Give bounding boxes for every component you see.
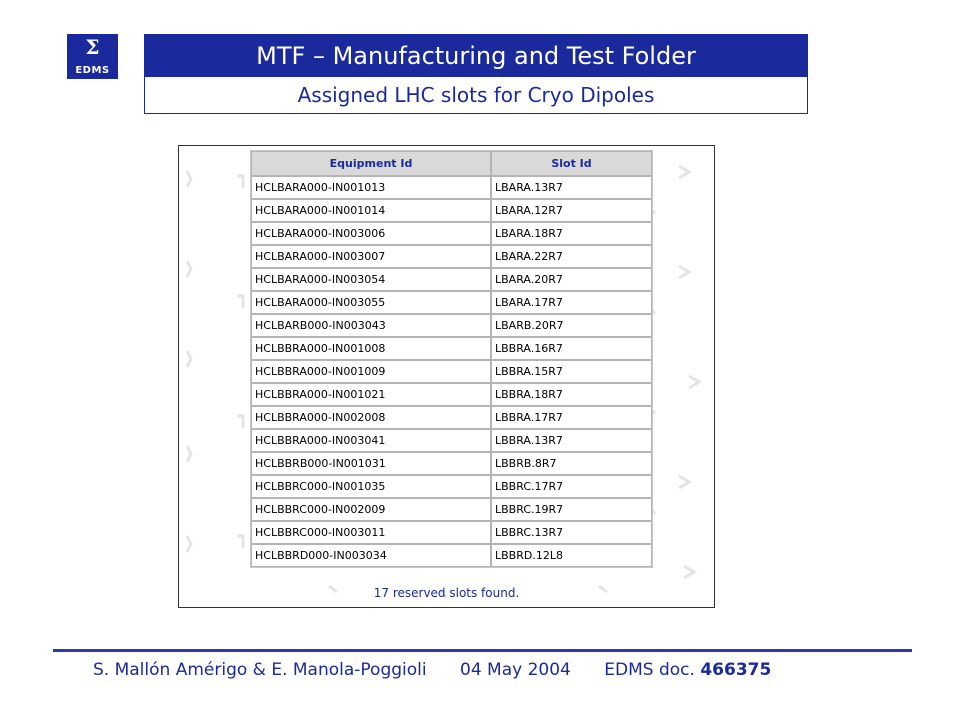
slot-id-cell: LBBRA.18R7 xyxy=(491,383,652,406)
slot-id-cell: LBARA.12R7 xyxy=(491,199,652,222)
equipment-id-cell: HCLBBRC000-IN002009 xyxy=(251,498,491,521)
table-header-row xyxy=(251,151,652,176)
slot-id-cell: LBARA.20R7 xyxy=(491,268,652,291)
slot-id-cell: LBARA.22R7 xyxy=(491,245,652,268)
slot-id-cell: LBBRC.17R7 xyxy=(491,475,652,498)
column-header-slot-id[interactable]: Slot Id xyxy=(491,151,652,176)
table-row xyxy=(251,429,652,452)
equipment-id-cell: HCLBARB000-IN003043 xyxy=(251,314,491,337)
sigma-icon: Σ xyxy=(85,35,100,59)
table-row xyxy=(251,268,652,291)
slot-id-cell: LBBRC.19R7 xyxy=(491,498,652,521)
table-row xyxy=(251,406,652,429)
footer-doc-number: 466375 xyxy=(700,660,772,680)
equipment-id-cell: HCLBARA000-IN003054 xyxy=(251,268,491,291)
column-header-equipment-id[interactable]: Equipment Id xyxy=(251,151,491,176)
equipment-id-cell: HCLBBRD000-IN003034 xyxy=(251,544,491,567)
equipment-id-cell: HCLBARA000-IN003007 xyxy=(251,245,491,268)
table-row xyxy=(251,521,652,544)
table-row xyxy=(251,245,652,268)
slot-id-cell: LBBRB.8R7 xyxy=(491,452,652,475)
table-row xyxy=(251,360,652,383)
slots-table xyxy=(250,150,653,568)
equipment-id-cell: HCLBBRA000-IN001008 xyxy=(251,337,491,360)
equipment-id-cell: HCLBARA000-IN001013 xyxy=(251,176,491,199)
slot-id-cell: LBARA.13R7 xyxy=(491,176,652,199)
slot-id-cell: LBBRD.12L8 xyxy=(491,544,652,567)
table-row xyxy=(251,475,652,498)
table-row xyxy=(251,337,652,360)
equipment-id-cell: HCLBBRA000-IN001021 xyxy=(251,383,491,406)
footer-date: 04 May 2004 xyxy=(460,660,571,680)
table-row xyxy=(251,176,652,199)
result-count-text: 17 reserved slots found. xyxy=(373,586,520,600)
title-box xyxy=(144,34,808,114)
page-subtitle: Assigned LHC slots for Cryo Dipoles xyxy=(297,83,655,107)
equipment-id-cell: HCLBBRA000-IN001009 xyxy=(251,360,491,383)
slot-id-cell: LBARB.20R7 xyxy=(491,314,652,337)
footer xyxy=(93,660,799,680)
table-row xyxy=(251,199,652,222)
footer-divider xyxy=(53,649,912,652)
slot-id-cell: LBARA.17R7 xyxy=(491,291,652,314)
table-row xyxy=(251,314,652,337)
slot-id-cell: LBBRA.15R7 xyxy=(491,360,652,383)
equipment-id-cell: HCLBBRC000-IN001035 xyxy=(251,475,491,498)
table-row xyxy=(251,544,652,567)
equipment-id-cell: HCLBBRA000-IN003041 xyxy=(251,429,491,452)
equipment-id-cell: HCLBARA000-IN003055 xyxy=(251,291,491,314)
page-title: MTF – Manufacturing and Test Folder xyxy=(145,35,807,77)
logo-text: EDMS xyxy=(75,65,110,76)
equipment-id-cell: HCLBARA000-IN001014 xyxy=(251,199,491,222)
table-row xyxy=(251,291,652,314)
edms-logo xyxy=(67,34,118,79)
table-row xyxy=(251,383,652,406)
screenshot-panel xyxy=(178,145,715,608)
equipment-id-cell: HCLBBRA000-IN002008 xyxy=(251,406,491,429)
equipment-id-cell: HCLBBRC000-IN003011 xyxy=(251,521,491,544)
equipment-id-cell: HCLBARA000-IN003006 xyxy=(251,222,491,245)
equipment-id-cell: HCLBBRB000-IN001031 xyxy=(251,452,491,475)
table-row xyxy=(251,498,652,521)
table-row xyxy=(251,222,652,245)
footer-doc xyxy=(604,660,771,680)
slot-id-cell: LBBRC.13R7 xyxy=(491,521,652,544)
footer-authors: S. Mallón Amérigo & E. Manola-Poggioli xyxy=(93,660,427,680)
slot-id-cell: LBBRA.16R7 xyxy=(491,337,652,360)
slot-id-cell: LBBRA.13R7 xyxy=(491,429,652,452)
slot-id-cell: LBBRA.17R7 xyxy=(491,406,652,429)
footer-doc-label: EDMS doc. xyxy=(604,660,695,680)
table-row xyxy=(251,452,652,475)
slot-id-cell: LBARA.18R7 xyxy=(491,222,652,245)
